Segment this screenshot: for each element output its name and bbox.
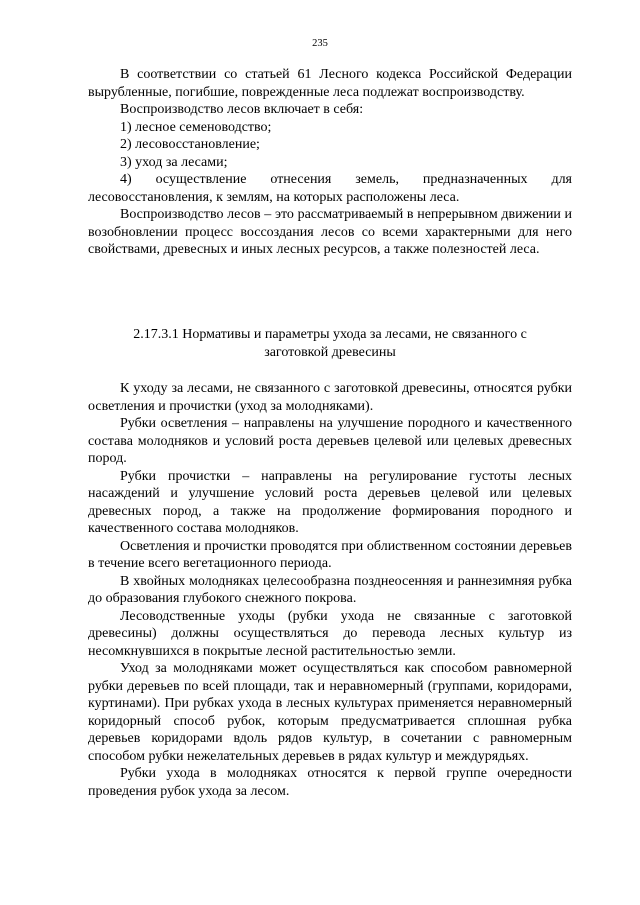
paragraph: Воспроизводство лесов включает в себя: [120,102,364,117]
list-item: 1) лесное семеноводство; [120,119,272,135]
section-heading-line: заготовкой древесины [264,344,396,360]
paragraph: В хвойных молодняках целесообразна позднеосенняя и раннезимняя рубка до образования глубокого снежного покрова. [88,573,572,606]
paragraph: Воспроизводство лесов – это рассматриваемый в непрерывном движении и возобновлении процесс воссоздания лесов со всеми характерными для него свойствами, древесных и иных лесных ресурсов, а также полезностей леса. [88,207,572,257]
intro-block [88,66,572,259]
section-heading [88,326,572,361]
section-body [88,380,572,800]
paragraph: Лесоводственные уходы (рубки ухода не связанные с заготовкой древесины) должны осуществляться до перевода лесных культур из несомкнувшихся в покрытые лесной растительностью земли. [88,608,572,659]
paragraph: К уходу за лесами, не связанного с заготовкой древесины, относятся рубки осветления и прочистки (уход за молодняками). [88,381,572,414]
paragraph: Осветления и прочистки проводятся при облиственном состоянии деревьев в течение всего вегетационного периода. [88,538,572,571]
paragraph: Уход за молодняками может осуществляться как способом равномерной рубки деревьев по всей площади, так и неравномерный (группами, коридорами, куртинами). При рубках ухода в лесных культурах применяется неравномерный коридорный способ рубок, которым предусматривается сплошная рубка деревьев коридорами вдоль рядов культур, в сочетании с равномерным способом рубки нежелательных деревьев в рядах культур и междурядьях. [88,661,572,764]
list-item: 4) осуществление отнесения земель, предназначенных для лесовосстановления, к землям, на которых расположены леса. [88,172,572,205]
section-heading-line: 2.17.3.1 Нормативы и параметры ухода за лесами, не связанного с [133,327,527,342]
list-item: 2) лесовосстановление; [120,137,260,152]
list-item: 3) уход за лесами; [120,154,228,170]
page-number: 235 [312,38,328,49]
paragraph: Рубки прочистки – направлены на регулирование густоты лесных насаждений и улучшение условий роста деревьев целевой или целевых древесных пород, а также на продолжение формирования породного и качественного состава молодняков. [88,468,572,536]
paragraph: В соответствии со статьей 61 Лесного кодекса Российской Федерации вырубленные, погибшие, поврежденные леса подлежат воспроизводству. [88,67,572,100]
paragraph: Рубки ухода в молодняках относятся к первой группе очередности проведения рубок ухода за лесом. [88,766,572,799]
paragraph: Рубки осветления – направлены на улучшение породного и качественного состава молодняков и условий роста деревьев целевой или целевых древесных пород. [88,416,572,466]
